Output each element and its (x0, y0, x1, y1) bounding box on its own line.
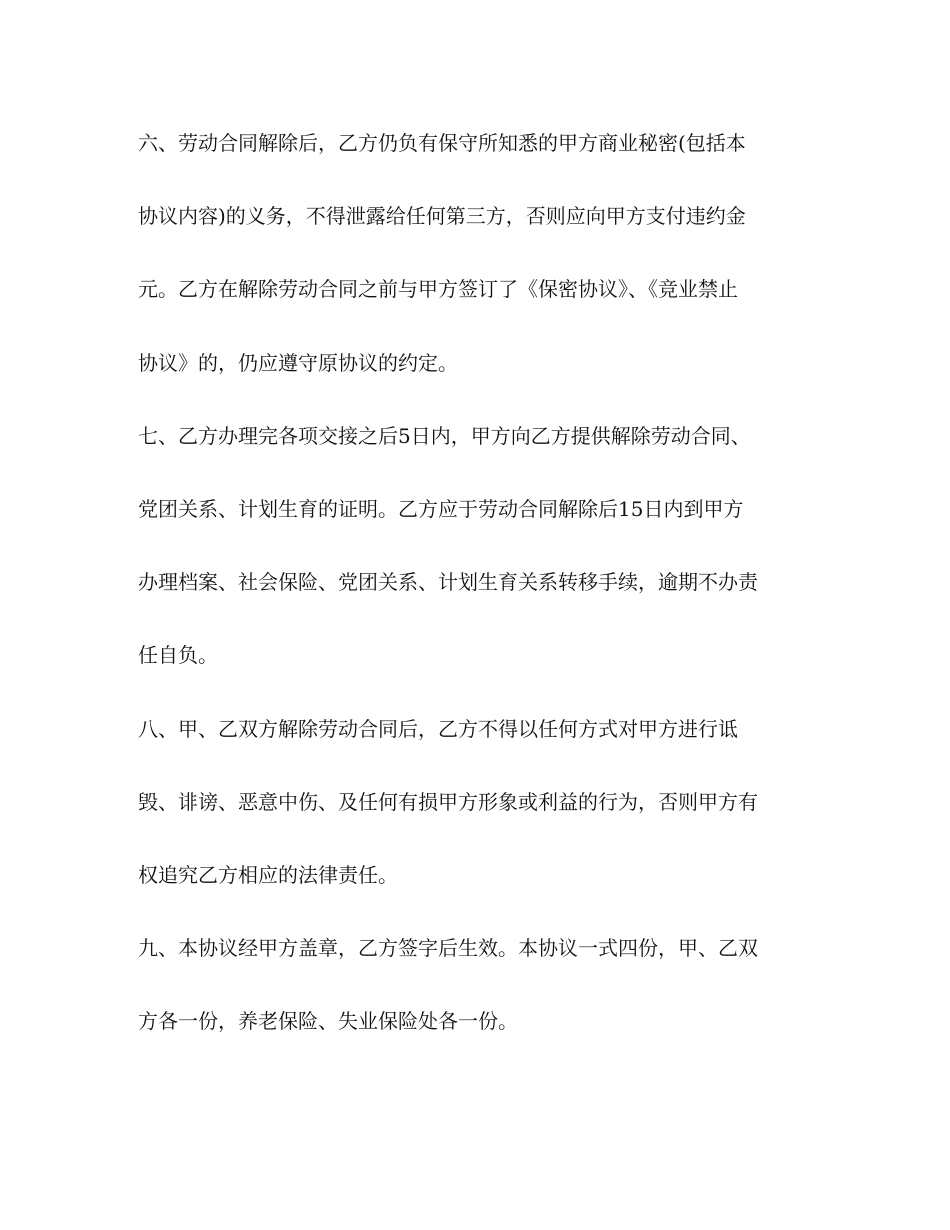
text-line: 毁、诽谤、恶意中伤、及任何有损甲方形象或利益的行为，否则甲方有 (138, 789, 758, 814)
text-line: 八、甲、乙双方解除劳动合同后，乙方不得以任何方式对甲方进行诋 (138, 716, 738, 741)
text-line: 协议内容)的义务，不得泄露给任何第三方，否则应向甲方支付违约金 (138, 204, 746, 229)
text-line: 七、乙方办理完各项交接之后5日内，甲方向乙方提供解除劳动合同、 (138, 423, 751, 448)
text-line: 九、本协议经甲方盖章，乙方签字后生效。本协议一式四份，甲、乙双 (138, 936, 758, 961)
paragraph-clause-8 (138, 693, 828, 913)
paragraph-clause-7 (138, 400, 828, 693)
text-line: 协议》的，仍应遵守原协议的约定。 (138, 350, 458, 375)
text-line: 元。乙方在解除劳动合同之前与甲方签订了《保密协议》、《竞业禁止 (138, 277, 738, 302)
paragraph-clause-6 (138, 107, 828, 400)
text-line: 党团关系、计划生育的证明。乙方应于劳动合同解除后15日内到甲方 (138, 496, 744, 521)
text-line: 办理档案、社会保险、党团关系、计划生育关系转移手续，逾期不办责 (138, 570, 758, 595)
text-line: 六、劳动合同解除后，乙方仍负有保守所知悉的甲方商业秘密(包括本 (138, 131, 746, 155)
text-line: 权追究乙方相应的法律责任。 (138, 862, 398, 887)
text-line: 任自负。 (138, 643, 218, 668)
document-body (138, 107, 828, 1058)
text-line: 方各一份，养老保险、失业保险处各一份。 (138, 1009, 518, 1034)
paragraph-clause-9 (138, 912, 828, 1058)
